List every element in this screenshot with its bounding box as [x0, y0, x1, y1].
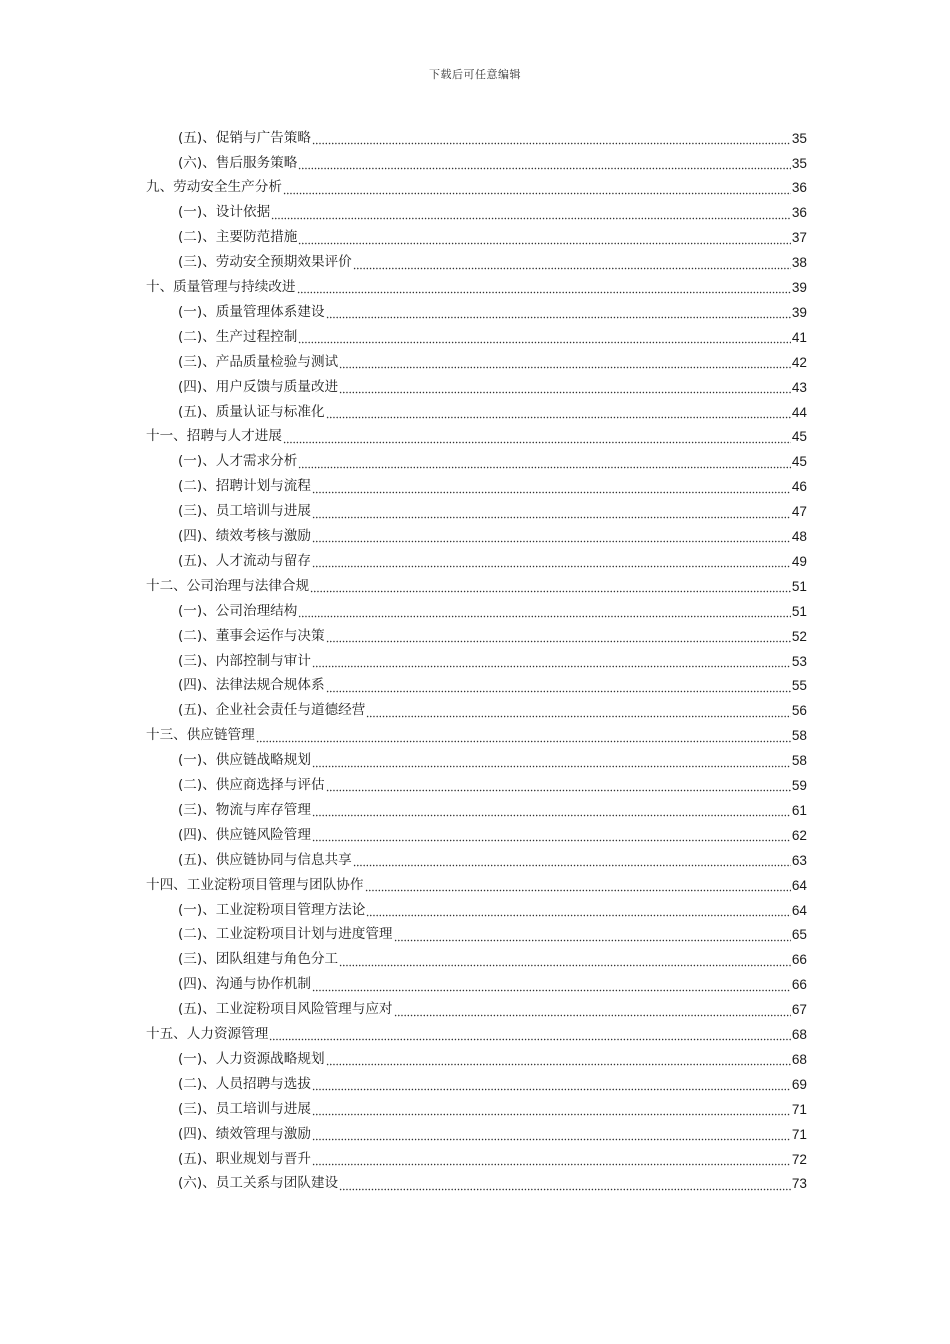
toc-dot-leader	[339, 375, 791, 400]
toc-dot-leader	[312, 649, 791, 674]
toc-entry[interactable]	[146, 724, 807, 749]
toc-entry-title: (一)、供应链战略规划	[178, 752, 311, 769]
toc-entry-title: (一)、公司治理结构	[178, 602, 298, 619]
toc-dot-leader	[271, 201, 791, 226]
toc-entry-title: 十五、人力资源管理	[146, 1026, 269, 1043]
toc-entry[interactable]	[178, 699, 807, 724]
toc-entry-page-number: 39	[791, 304, 807, 320]
toc-entry-page-number: 68	[791, 1027, 807, 1043]
toc-dot-leader	[366, 898, 791, 923]
toc-dot-leader	[298, 450, 791, 475]
toc-entry-page-number: 43	[791, 379, 807, 395]
toc-entry-page-number: 48	[791, 529, 807, 545]
toc-entry[interactable]	[178, 251, 807, 276]
toc-entry-title: (五)、供应链协同与信息共享	[178, 851, 352, 868]
toc-entry-page-number: 63	[791, 852, 807, 868]
toc-entry[interactable]	[178, 624, 807, 649]
toc-entry-page-number: 64	[791, 877, 807, 893]
toc-entry-title: (三)、物流与库存管理	[178, 801, 311, 818]
toc-entry[interactable]	[178, 848, 807, 873]
toc-entry-title: 十四、工业淀粉项目管理与团队协作	[146, 876, 364, 893]
toc-entry-page-number: 37	[791, 230, 807, 246]
toc-dot-leader	[326, 773, 791, 798]
toc-entry-page-number: 55	[791, 678, 807, 694]
toc-entry[interactable]	[178, 773, 807, 798]
toc-dot-leader	[326, 300, 791, 325]
toc-entry-title: (二)、生产过程控制	[178, 328, 298, 345]
toc-entry[interactable]	[178, 749, 807, 774]
toc-entry-title: (一)、人力资源战略规划	[178, 1050, 325, 1067]
toc-entry-page-number: 41	[791, 329, 807, 345]
toc-entry-title: (二)、工业淀粉项目计划与进度管理	[178, 926, 393, 943]
toc-dot-leader	[339, 1172, 791, 1197]
toc-entry-page-number: 51	[791, 603, 807, 619]
toc-entry-page-number: 51	[791, 578, 807, 594]
toc-dot-leader	[283, 176, 791, 201]
toc-entry-title: (二)、主要防范措施	[178, 229, 298, 246]
toc-entry[interactable]	[178, 126, 807, 151]
toc-entry[interactable]	[178, 823, 807, 848]
toc-entry-page-number: 69	[791, 1076, 807, 1092]
toc-dot-leader	[312, 973, 791, 998]
toc-entry-page-number: 46	[791, 479, 807, 495]
toc-entry[interactable]	[178, 400, 807, 425]
toc-entry-page-number: 59	[791, 778, 807, 794]
toc-dot-leader	[312, 524, 791, 549]
toc-entry[interactable]	[178, 325, 807, 350]
toc-entry-page-number: 72	[791, 1151, 807, 1167]
toc-entry-title: 十三、供应链管理	[146, 727, 255, 744]
toc-entry[interactable]	[178, 674, 807, 699]
toc-entry-page-number: 73	[791, 1176, 807, 1192]
toc-entry[interactable]	[178, 524, 807, 549]
toc-dot-leader	[298, 325, 791, 350]
toc-entry-title: (三)、内部控制与审计	[178, 652, 311, 669]
toc-dot-leader	[312, 126, 791, 151]
toc-entry[interactable]	[178, 1072, 807, 1097]
toc-dot-leader	[312, 749, 791, 774]
toc-entry-title: (一)、设计依据	[178, 204, 271, 221]
toc-entry[interactable]	[178, 226, 807, 251]
page-header: 下载后可任意编辑	[429, 68, 521, 81]
toc-dot-leader	[312, 1097, 791, 1122]
toc-entry[interactable]	[178, 549, 807, 574]
toc-entry[interactable]	[178, 500, 807, 525]
toc-dot-leader	[326, 400, 791, 425]
toc-entry-title: (五)、质量认证与标准化	[178, 403, 325, 420]
toc-entry-page-number: 61	[791, 802, 807, 818]
toc-entry-title: 九、劳动安全生产分析	[146, 179, 282, 196]
toc-entry[interactable]	[146, 425, 807, 450]
toc-entry-page-number: 47	[791, 504, 807, 520]
toc-entry-page-number: 35	[791, 155, 807, 171]
toc-entry-page-number: 49	[791, 553, 807, 569]
toc-entry-title: (二)、供应商选择与评估	[178, 777, 325, 794]
toc-entry-page-number: 67	[791, 1002, 807, 1018]
toc-entry-page-number: 66	[791, 977, 807, 993]
toc-dot-leader	[283, 425, 791, 450]
toc-dot-leader	[365, 873, 791, 898]
toc-entry-title: (一)、工业淀粉项目管理方法论	[178, 901, 366, 918]
toc-dot-leader	[298, 226, 791, 251]
toc-dot-leader	[339, 948, 791, 973]
toc-dot-leader	[310, 574, 791, 599]
toc-entry[interactable]	[178, 1047, 807, 1072]
toc-dot-leader	[394, 923, 791, 948]
toc-entry[interactable]	[146, 574, 807, 599]
toc-entry[interactable]	[178, 898, 807, 923]
toc-dot-leader	[312, 549, 791, 574]
toc-dot-leader	[312, 500, 791, 525]
toc-entry-page-number: 58	[791, 753, 807, 769]
toc-entry-title: (二)、人员招聘与选拔	[178, 1075, 311, 1092]
toc-dot-leader	[297, 275, 791, 300]
toc-entry-title: (四)、法律法规合规体系	[178, 677, 325, 694]
toc-entry-page-number: 38	[791, 255, 807, 271]
toc-dot-leader	[312, 1122, 791, 1147]
toc-entry-title: (四)、绩效考核与激励	[178, 528, 311, 545]
toc-dot-leader	[326, 674, 791, 699]
toc-entry-page-number: 62	[791, 827, 807, 843]
toc-entry-page-number: 36	[791, 205, 807, 221]
toc-entry-title: (四)、供应链风险管理	[178, 826, 311, 843]
toc-entry-title: (五)、促销与广告策略	[178, 129, 311, 146]
toc-entry-title: (三)、劳动安全预期效果评价	[178, 254, 352, 271]
toc-entry-page-number: 42	[791, 354, 807, 370]
toc-entry[interactable]	[178, 1097, 807, 1122]
toc-entry-title: (三)、产品质量检验与测试	[178, 353, 339, 370]
toc-dot-leader	[312, 1147, 791, 1172]
toc-dot-leader	[312, 823, 791, 848]
toc-entry-title: (三)、员工培训与进展	[178, 503, 311, 520]
toc-entry[interactable]	[178, 450, 807, 475]
toc-entry-title: 十、质量管理与持续改进	[146, 279, 296, 296]
toc-entry[interactable]	[146, 176, 807, 201]
toc-entry-page-number: 36	[791, 180, 807, 196]
toc-entry-page-number: 71	[791, 1101, 807, 1117]
toc-entry-page-number: 44	[791, 404, 807, 420]
toc-entry-title: (五)、企业社会责任与道德经营	[178, 702, 366, 719]
toc-entry-title: (五)、工业淀粉项目风险管理与应对	[178, 1001, 393, 1018]
toc-entry-page-number: 52	[791, 628, 807, 644]
toc-entry-page-number: 65	[791, 927, 807, 943]
toc-entry-page-number: 56	[791, 703, 807, 719]
toc-entry-page-number: 68	[791, 1051, 807, 1067]
toc-entry[interactable]	[178, 201, 807, 226]
toc-entry-title: (四)、沟通与协作机制	[178, 976, 311, 993]
toc-entry-page-number: 39	[791, 280, 807, 296]
toc-dot-leader	[298, 599, 791, 624]
toc-entry[interactable]	[146, 275, 807, 300]
toc-dot-leader	[366, 699, 791, 724]
toc-entry[interactable]	[178, 1172, 807, 1197]
toc-entry-title: (四)、绩效管理与激励	[178, 1125, 311, 1142]
toc-entry-title: (三)、团队组建与角色分工	[178, 951, 339, 968]
toc-entry[interactable]	[178, 798, 807, 823]
toc-entry-page-number: 58	[791, 728, 807, 744]
toc-entry-title: (二)、董事会运作与决策	[178, 627, 325, 644]
toc-entry[interactable]	[178, 649, 807, 674]
toc-entry[interactable]	[178, 998, 807, 1023]
toc-entry[interactable]	[146, 1022, 807, 1047]
toc-entry[interactable]	[178, 923, 807, 948]
toc-entry-page-number: 35	[791, 130, 807, 146]
toc-dot-leader	[269, 1022, 791, 1047]
toc-dot-leader	[312, 1072, 791, 1097]
toc-entry[interactable]	[178, 300, 807, 325]
toc-dot-leader	[326, 624, 791, 649]
toc-entry-title: (一)、人才需求分析	[178, 453, 298, 470]
toc-entry[interactable]	[146, 873, 807, 898]
toc-entry[interactable]	[178, 973, 807, 998]
toc-entry-page-number: 71	[791, 1126, 807, 1142]
toc-entry-title: 十二、公司治理与法律合规	[146, 577, 310, 594]
toc-entry-title: (五)、人才流动与留存	[178, 552, 311, 569]
toc-entry-title: (六)、员工关系与团队建设	[178, 1175, 339, 1192]
toc-dot-leader	[394, 998, 791, 1023]
toc-entry[interactable]	[178, 151, 807, 176]
toc-dot-leader	[256, 724, 791, 749]
toc-entry-page-number: 64	[791, 902, 807, 918]
toc-entry-page-number: 53	[791, 653, 807, 669]
toc-entry-title: 十一、招聘与人才进展	[146, 428, 282, 445]
toc-entry-title: (二)、招聘计划与流程	[178, 478, 311, 495]
toc-entry-title: (四)、用户反馈与质量改进	[178, 378, 339, 395]
toc-dot-leader	[326, 1047, 791, 1072]
toc-dot-leader	[339, 350, 791, 375]
toc-entry[interactable]	[178, 948, 807, 973]
toc-entry-title: (三)、员工培训与进展	[178, 1100, 311, 1117]
toc-entry[interactable]	[178, 375, 807, 400]
toc-entry-page-number: 66	[791, 952, 807, 968]
toc-dot-leader	[353, 848, 791, 873]
toc-dot-leader	[312, 475, 791, 500]
toc-entry[interactable]	[178, 350, 807, 375]
toc-entry[interactable]	[178, 1147, 807, 1172]
toc-entry-title: (六)、售后服务策略	[178, 154, 298, 171]
toc-entry-page-number: 45	[791, 429, 807, 445]
toc-dot-leader	[312, 798, 791, 823]
toc-dot-leader	[298, 151, 791, 176]
toc-entry[interactable]	[178, 1122, 807, 1147]
toc-entry[interactable]	[178, 599, 807, 624]
toc-entry-page-number: 45	[791, 454, 807, 470]
toc-entry-title: (一)、质量管理体系建设	[178, 303, 325, 320]
toc-entry-title: (五)、职业规划与晋升	[178, 1150, 311, 1167]
toc-dot-leader	[353, 251, 791, 276]
toc-entry[interactable]	[178, 475, 807, 500]
